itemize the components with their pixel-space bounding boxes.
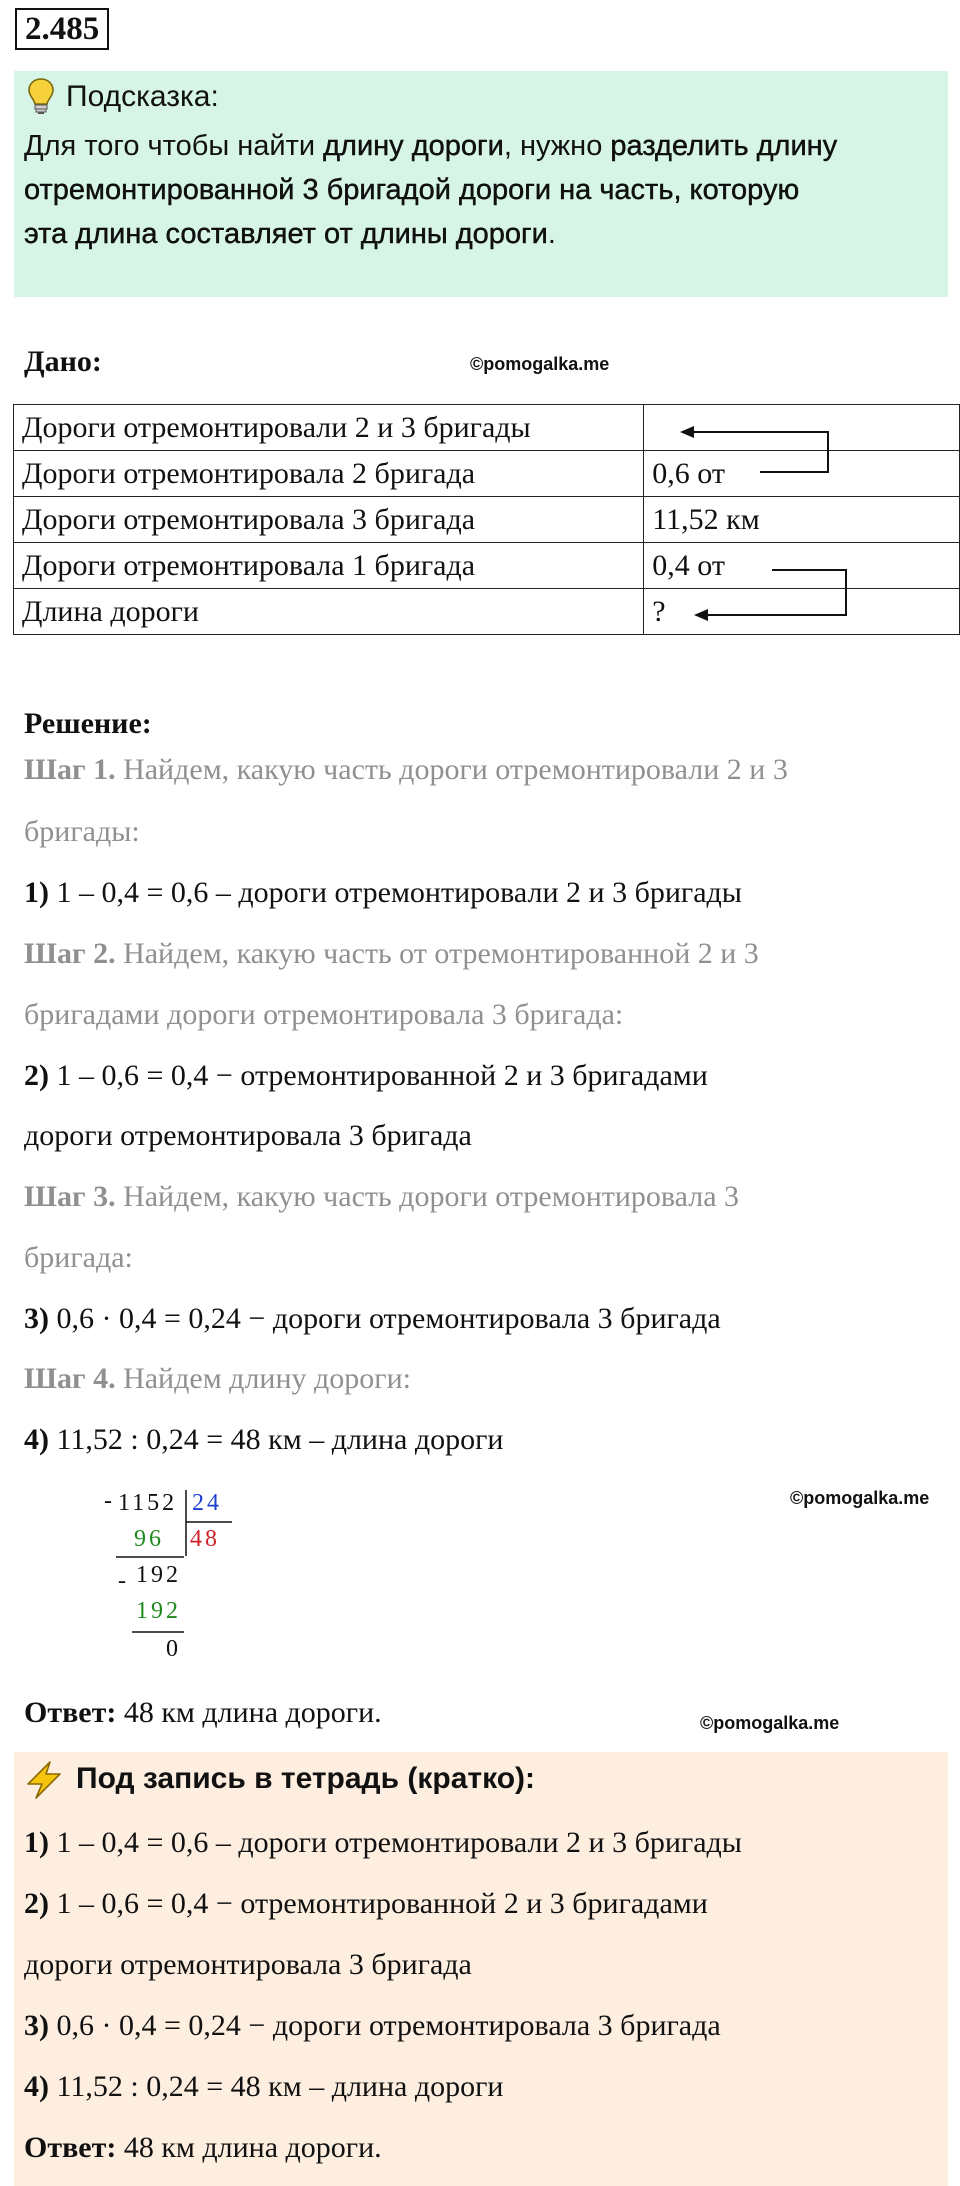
step-label: Шаг 1. [24, 753, 116, 786]
hint-emphasis: разделить длину [610, 130, 838, 162]
division-subtrahend-2: 192 [136, 1598, 181, 1624]
brief-title: Под запись в тетрадь (кратко): [76, 1762, 536, 1795]
answer-text: 48 км длина дороги. [116, 2131, 382, 2164]
equation-number: 3) [24, 2009, 49, 2042]
brief-answer-line [24, 2131, 382, 2165]
task-number: 2.485 [15, 8, 109, 50]
equation-text: 1 – 0,6 = 0,4 − отремонтированной 2 и 3 бригадами [49, 1887, 708, 1920]
equation-text: 0,6 · 0,4 = 0,24 − дороги отремонтировала 3 бригада [49, 2009, 721, 2042]
watermark: ©pomogalka.me [700, 1713, 840, 1733]
given-name: Дороги отремонтировала 1 бригада [14, 543, 644, 589]
division-quotient: 48 [190, 1526, 220, 1552]
given-value: ? [644, 589, 960, 635]
equation-text: 1 – 0,6 = 0,4 − отремонтированной 2 и 3 бригадами [49, 1059, 708, 1092]
equation-number: 4) [24, 2070, 49, 2103]
hint-title: Подсказка: [66, 80, 219, 113]
equation-number: 2) [24, 1887, 49, 1920]
answer-line [24, 1696, 382, 1730]
brief-equation-4 [24, 2070, 503, 2104]
given-name: Дороги отремонтировали 2 и 3 бригады [14, 405, 644, 451]
lightning-bolt-icon [22, 1760, 66, 1800]
arrow-head [694, 609, 708, 621]
step-text: бригады: [24, 815, 140, 848]
brief-equation-2-line-2 [24, 1948, 472, 1982]
equation-text: 11,52 : 0,24 = 48 км – длина дороги [49, 2070, 504, 2103]
division-minus-sign: - [118, 1568, 129, 1594]
step-text: бригадами дороги отремонтировала 3 бригада: [24, 998, 624, 1031]
given-value: 0,4 от [644, 543, 960, 589]
equation-text: 1 – 0,4 = 0,6 – дороги отремонтировали 2 и 3 бригады [49, 1826, 742, 1859]
step-text: Найдем, какую часть дороги отремонтировала 3 [115, 1180, 740, 1213]
step-text: Найдем длину дороги: [115, 1362, 411, 1395]
step-label: Шаг 3. [24, 1180, 116, 1213]
division-final-remainder: 0 [166, 1636, 181, 1662]
given-name: Длина дороги [14, 589, 644, 635]
equation-text: 11,52 : 0,24 = 48 км – длина дороги [49, 1423, 504, 1456]
division-subtrahend-1: 96 [134, 1526, 164, 1552]
equation-text: 1 – 0,4 = 0,6 – дороги отремонтировали 2 и 3 бригады [49, 876, 742, 909]
step-text: бригада: [24, 1241, 133, 1274]
step-text: Найдем, какую часть дороги отремонтировали 2 и 3 [115, 753, 788, 786]
solution-title: Решение: [24, 707, 152, 740]
hint-emphasis: отремонтированной 3 бригадой дороги на часть, которую [24, 174, 800, 206]
arrow-to-row-1 [686, 432, 828, 472]
equation-number: 4) [24, 1423, 49, 1456]
watermark: ©pomogalka.me [470, 354, 610, 374]
answer-label: Ответ: [24, 1696, 117, 1729]
step-label: Шаг 4. [24, 1362, 116, 1395]
brief-equation-3 [24, 2009, 721, 2043]
equation-number: 2) [24, 1059, 49, 1092]
hint-text-part: , нужно [503, 130, 611, 162]
hint-text-part: Для того чтобы найти [24, 130, 324, 162]
given-label: Дано: [24, 345, 102, 378]
equation-number: 1) [24, 876, 49, 909]
division-dividend: 1152 [118, 1490, 178, 1516]
equation-number: 1) [24, 1826, 49, 1859]
brief-equation-2 [24, 1887, 708, 1921]
given-value: 0,6 от [644, 451, 960, 497]
equation-number: 3) [24, 1302, 49, 1335]
watermark: ©pomogalka.me [790, 1488, 930, 1508]
equation-text: дороги отремонтировала 3 бригада [24, 1948, 472, 1981]
division-lines [0, 0, 300, 1700]
hint-text-part: . [547, 218, 556, 250]
division-minus-sign: - [104, 1488, 115, 1514]
division-remainder-1: 192 [136, 1562, 181, 1588]
arrow-to-row-5 [700, 570, 846, 615]
division-divisor: 24 [192, 1490, 222, 1516]
equation-text: 0,6 · 0,4 = 0,24 − дороги отремонтировала 3 бригада [49, 1302, 721, 1335]
brief-equation-1 [24, 1826, 742, 1860]
given-name: Дороги отремонтировала 2 бригада [14, 451, 644, 497]
given-name: Дороги отремонтировала 3 бригада [14, 497, 644, 543]
step-label: Шаг 2. [24, 937, 116, 970]
arrow-head [680, 426, 694, 438]
hint-emphasis: длину дороги [323, 130, 504, 162]
equation-text: дороги отремонтировала 3 бригада [24, 1119, 472, 1152]
answer-text: 48 км длина дороги. [116, 1696, 382, 1729]
step-text: Найдем, какую часть от отремонтированной 2 и 3 [115, 937, 759, 970]
given-value: 11,52 км [644, 497, 960, 543]
hint-emphasis: эта длина составляет от длины дороги [24, 218, 548, 250]
answer-label: Ответ: [24, 2131, 117, 2164]
